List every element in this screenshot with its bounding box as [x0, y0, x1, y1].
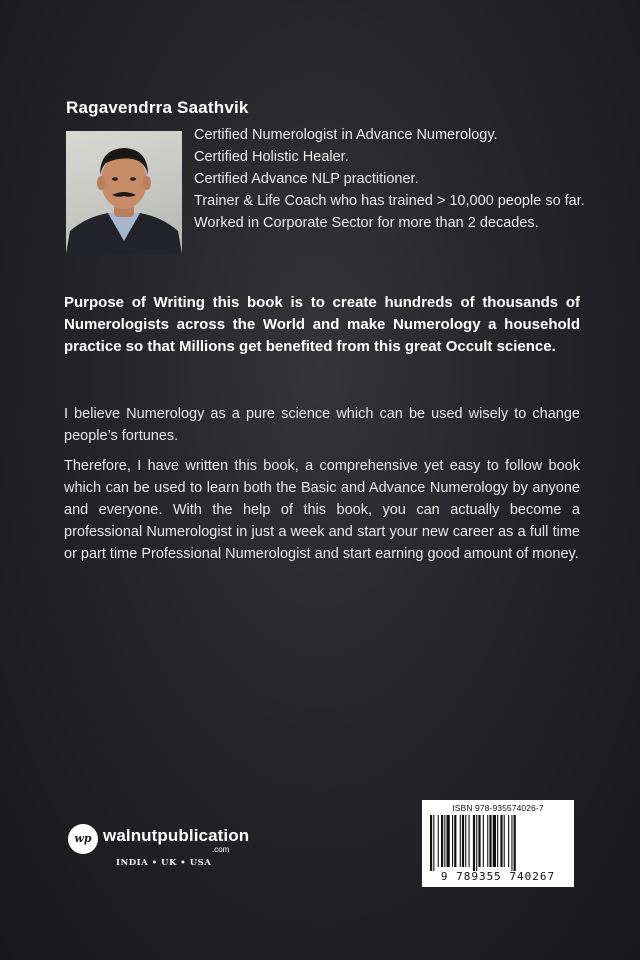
credential-item: Certified Advance NLP practitioner. — [194, 171, 419, 187]
credential-item: Certified Holistic Healer. — [194, 149, 349, 165]
barcode-bars-icon — [428, 815, 568, 871]
credential-item: Worked in Corporate Sector for more than 2 decades. — [194, 215, 539, 231]
barcode-digits: 9 789355 740267 — [440, 870, 556, 883]
credentials-list — [194, 124, 586, 234]
author-name: Ragavendrra Saathvik — [66, 98, 249, 117]
publisher-domain: .com — [212, 845, 230, 854]
purpose-statement: Purpose of Writing this book is to create hundreds of thousands of Numerologists across the World and make Numerology a household practice so that Millions get benefited from this great Occult science. — [64, 294, 580, 355]
isbn-label: ISBN 978-935574026-7 — [452, 803, 544, 813]
credential-item: Trainer & Life Coach who has trained > 10,000 people so far. — [194, 193, 585, 209]
credential-item: Certified Numerologist in Advance Numerology. — [194, 127, 498, 143]
author-photo — [66, 131, 182, 254]
publisher-name: walnutpublication — [103, 826, 250, 845]
publisher-logo-icon: wp — [68, 824, 98, 854]
belief-paragraph: I believe Numerology as a pure science which can be used wisely to change people’s fortunes. — [64, 406, 580, 444]
isbn-barcode — [422, 800, 574, 887]
book-description-paragraph: Therefore, I have written this book, a comprehensive yet easy to follow book which can be used to learn both the Basic and Advance Numerology by anyone and everyone. With the help of this book, you can actually become a professional Numerologist in just a week and start your new career as a full time or part time Professional Numerologist and start earning good amount of money. — [64, 458, 580, 562]
publisher-block — [68, 822, 268, 874]
author-portrait-icon — [66, 131, 182, 254]
publisher-regions: INDIA • UK • USA — [116, 858, 212, 868]
